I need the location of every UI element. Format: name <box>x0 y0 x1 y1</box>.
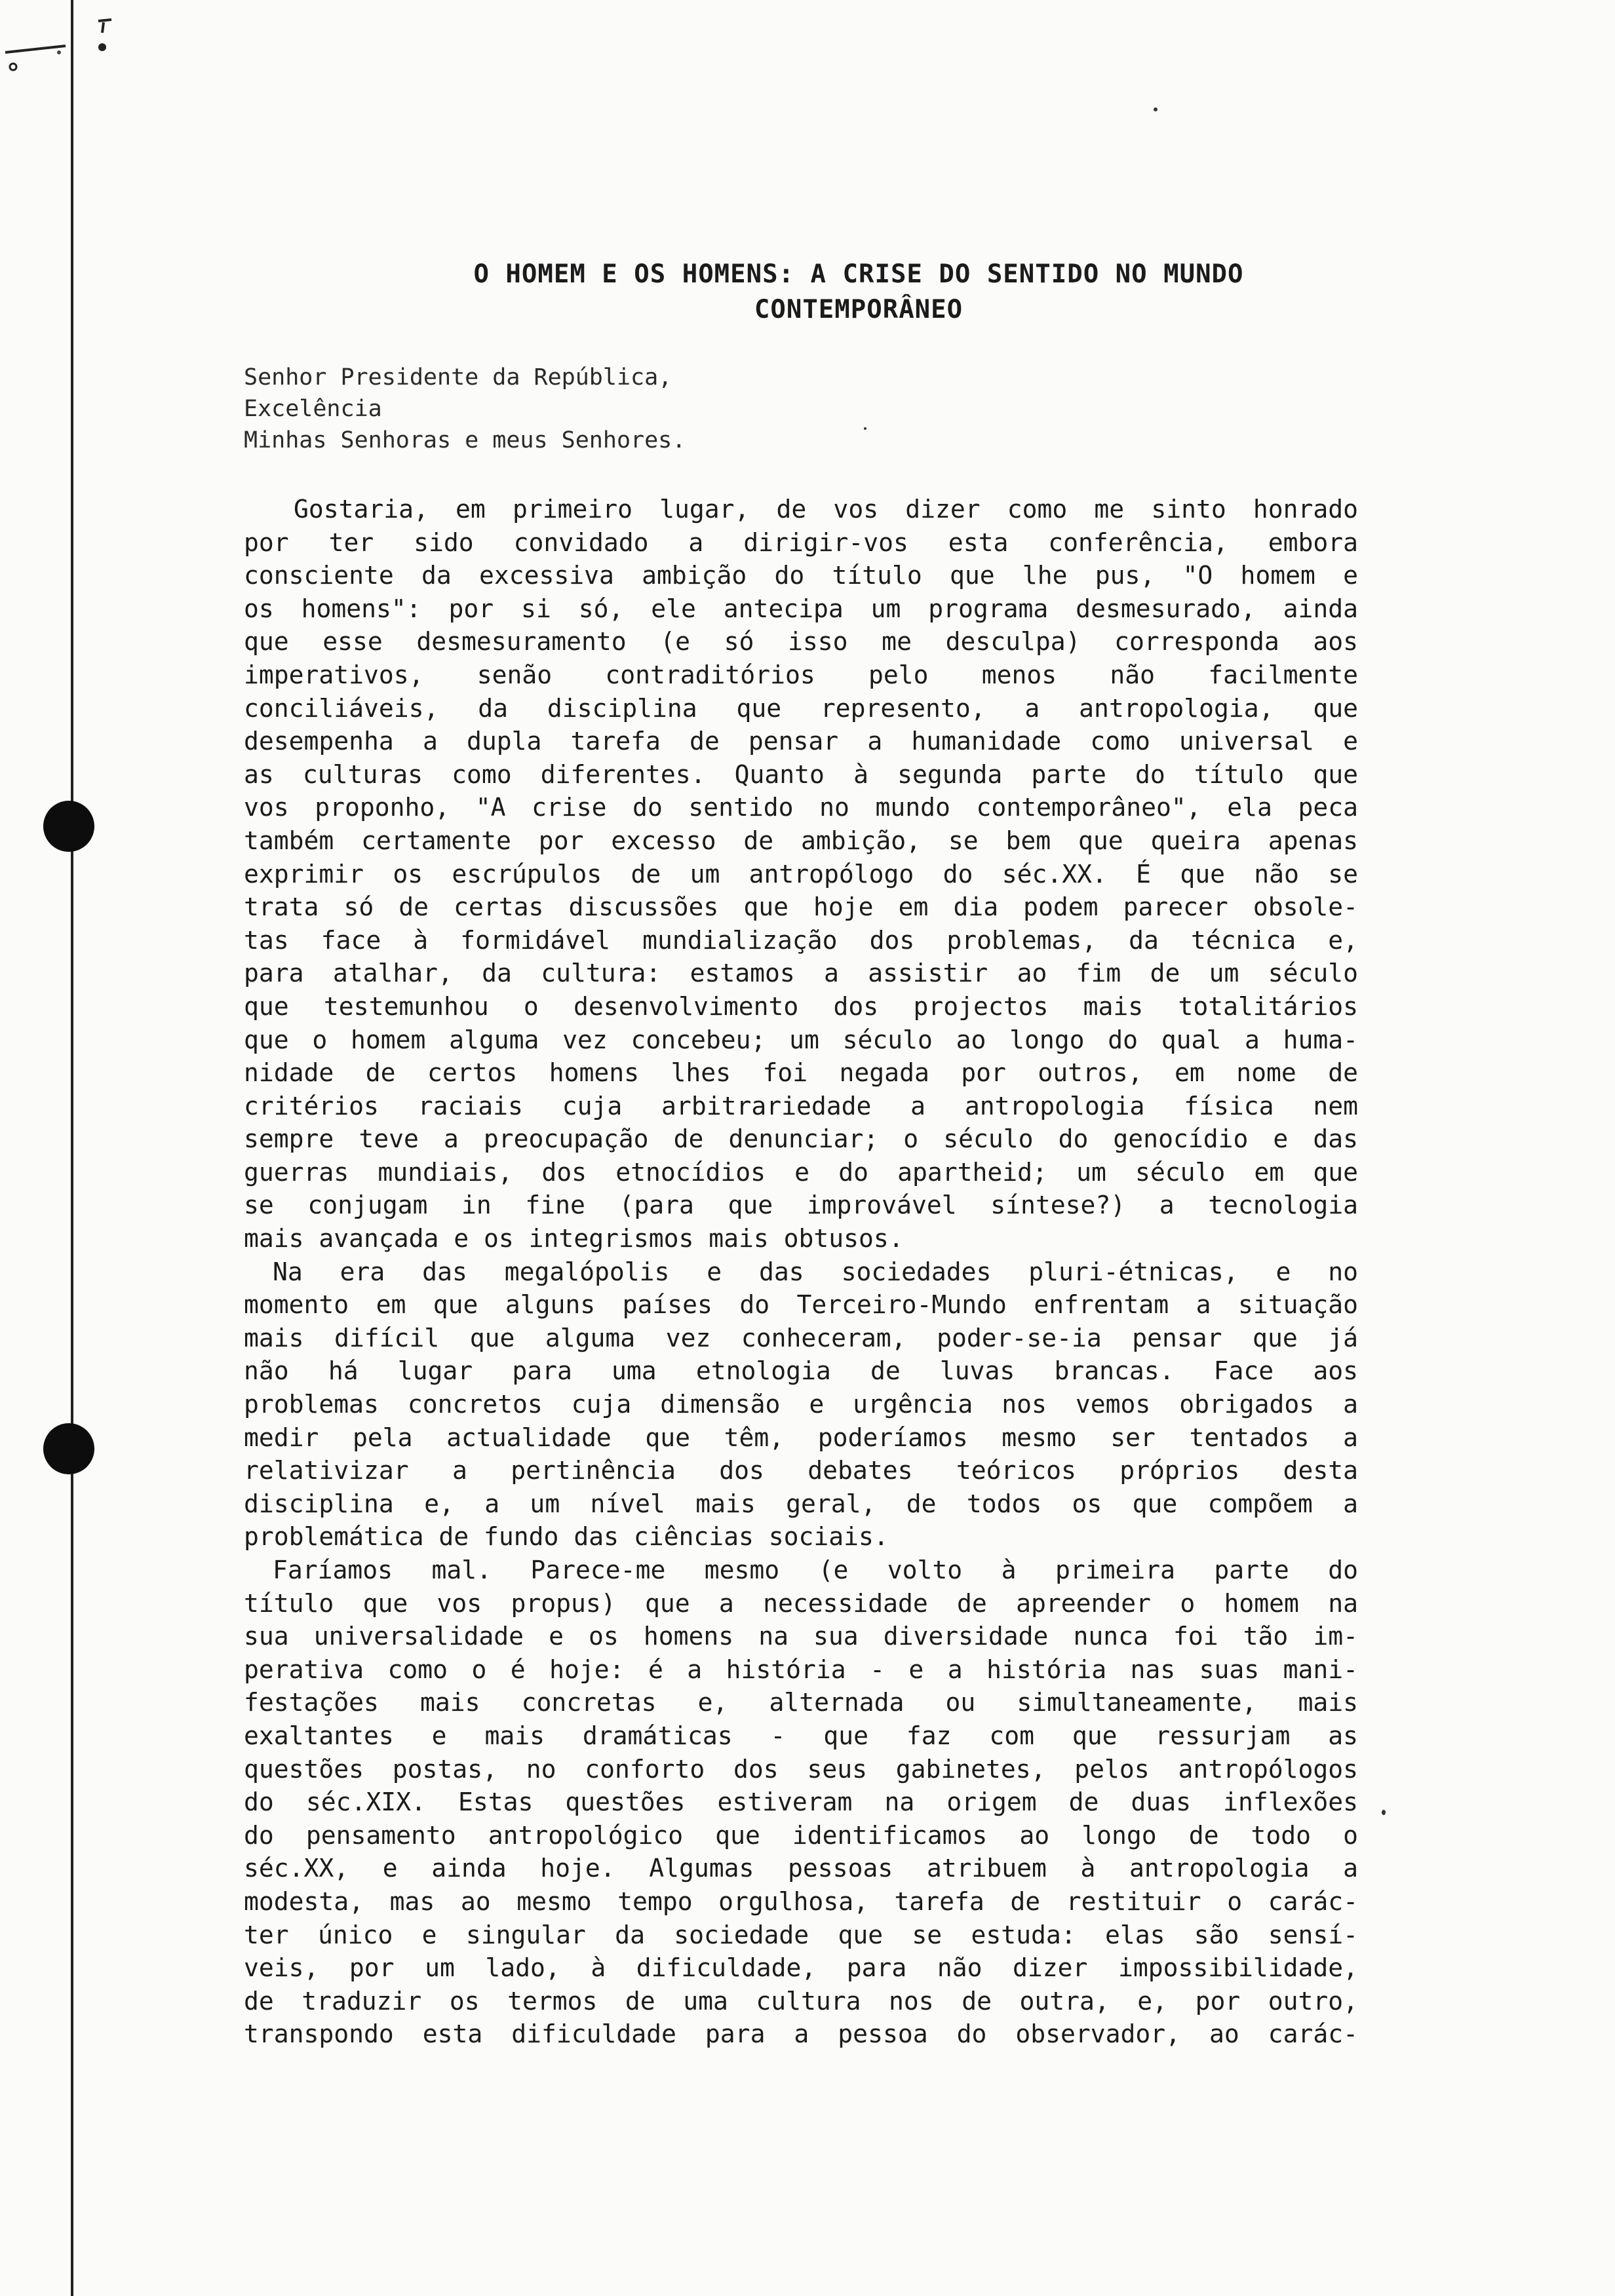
text-line: Faríamos mal. Parece-me mesmo (e volto à primeira parte do <box>273 1556 1358 1584</box>
text-line: veis, por um lado, à dificuldade, para não dizer impossibilidade, <box>244 1953 1358 1983</box>
text-line: trata só de certas discussões que hoje em dia podem parecer obsole- <box>244 892 1358 922</box>
speck <box>1382 1810 1386 1815</box>
text-line: mais avançada e os integrismos mais obtusos. <box>244 1224 904 1253</box>
text-line: exaltantes e mais dramáticas - que faz com que ressurjam as <box>244 1721 1358 1750</box>
text-line: consciente da excessiva ambição do título que lhe pus, "O homem e <box>244 561 1358 590</box>
text-line: os homens": por si só, ele antecipa um programa desmesurado, ainda <box>244 594 1358 623</box>
text-line: medir pela actualidade que têm, poderíamos mesmo ser tentados a <box>244 1423 1358 1452</box>
speck <box>864 427 866 430</box>
body-text <box>244 493 1358 2051</box>
text-line: disciplina e, a um nível mais geral, de todos os que compõem a <box>244 1489 1358 1518</box>
text-line: momento em que alguns países do Terceiro-Mundo enfrentam a situação <box>244 1290 1358 1320</box>
text-line: que o homem alguma vez concebeu; um século ao longo do qual a huma- <box>244 1025 1358 1054</box>
text-line: também certamente por excesso de ambição, se bem que queira apenas <box>244 826 1358 855</box>
text-line: critérios raciais cuja arbitrariedade a antropologia física nem <box>244 1091 1358 1120</box>
salutation-line: Excelência <box>244 396 382 422</box>
text-line: Gostaria, em primeiro lugar, de vos dizer como me sinto honrado <box>294 495 1358 524</box>
text-line: nidade de certos homens lhes foi negada por outros, em nome de <box>244 1058 1358 1088</box>
text-line: as culturas como diferentes. Quanto à segunda parte do título que <box>244 759 1358 789</box>
text-line: séc.XX, e ainda hoje. Algumas pessoas atribuem à antropologia a <box>244 1854 1358 1883</box>
text-line: sempre teve a preocupação de denunciar; o século do genocídio e das <box>244 1124 1358 1154</box>
text-line: desempenha a dupla tarefa de pensar a humanidade como universal e <box>244 727 1358 756</box>
text-line: modesta, mas ao mesmo tempo orgulhosa, tarefa de restituir o carác- <box>244 1886 1358 1916</box>
text-line: transpondo esta dificuldade para a pessoa do observador, ao carác- <box>244 2019 1358 2049</box>
salutation-line: Minhas Senhoras e meus Senhores. <box>244 427 686 453</box>
text-line: não há lugar para uma etnologia de luvas brancas. Face aos <box>244 1356 1358 1386</box>
text-line: se conjugam in fine (para que improvável síntese?) a tecnologia <box>244 1191 1358 1220</box>
text-line: que testemunhou o desenvolvimento dos projectos mais totalitários <box>244 991 1358 1021</box>
salutation-line: Senhor Presidente da República, <box>244 364 672 391</box>
text-line: por ter sido convidado a dirigir-vos esta conferência, embora <box>244 527 1358 557</box>
salutation <box>244 362 686 456</box>
text-line: vos proponho, "A crise do sentido no mundo contemporâneo", ela peca <box>244 793 1358 822</box>
document-title <box>236 257 1481 328</box>
punch-hole-top <box>43 801 94 852</box>
text-line: guerras mundiais, dos etnocídios e do apartheid; um século em que <box>244 1157 1358 1187</box>
text-line: que esse desmesuramento (e só isso me desculpa) corresponda aos <box>244 627 1358 657</box>
text-line: mais difícil que alguma vez conheceram, poder-se-ia pensar que já <box>244 1323 1358 1352</box>
corner-ink-marks <box>0 7 131 85</box>
text-line: tas face à formidável mundialização dos problemas, da técnica e, <box>244 925 1358 955</box>
text-line: do pensamento antropológico que identificamos ao longo de todo o <box>244 1820 1358 1850</box>
text-line: questões postas, no conforto dos seus gabinetes, pelos antropólogos <box>244 1754 1358 1784</box>
text-line: do séc.XIX. Estas questões estiveram na origem de duas inflexões <box>244 1788 1358 1817</box>
text-line: Na era das megalópolis e das sociedades pluri-étnicas, e no <box>273 1257 1358 1286</box>
text-line: para atalhar, da cultura: estamos a assistir ao fim de um século <box>244 959 1358 988</box>
text-line: festações mais concretas e, alternada ou simultaneamente, mais <box>244 1688 1358 1717</box>
punch-hole-bottom <box>43 1423 94 1474</box>
speck <box>1154 107 1158 111</box>
text-line: perativa como o é hoje: é a história - e a história nas suas mani- <box>244 1655 1358 1684</box>
text-line: problemas concretos cuja dimensão e urgência nos vemos obrigados a <box>244 1390 1358 1419</box>
text-line: problemática de fundo das ciências sociais. <box>244 1522 889 1552</box>
text-line: imperativos, senão contraditórios pelo menos não facilmente <box>244 660 1358 689</box>
text-line: sua universalidade e os homens na sua diversidade nunca foi tão im- <box>244 1622 1358 1651</box>
text-line: conciliáveis, da disciplina que represento, a antropologia, que <box>244 693 1358 723</box>
text-line: exprimir os escrúpulos de um antropólogo do séc.XX. É que não se <box>244 859 1358 889</box>
text-line: relativizar a pertinência dos debates teóricos próprios desta <box>244 1456 1358 1485</box>
text-line: título que vos propus) que a necessidade de apreender o homem na <box>244 1588 1358 1618</box>
title-line: O HOMEM E OS HOMENS: A CRISE DO SENTIDO NO MUNDO <box>473 259 1244 289</box>
text-line: ter único e singular da sociedade que se estuda: elas são sensí- <box>244 1920 1358 1949</box>
title-line: CONTEMPORÂNEO <box>754 295 963 324</box>
binding-edge-line <box>71 0 73 2296</box>
text-line: de traduzir os termos de uma cultura nos de outra, e, por outro, <box>244 1986 1358 2016</box>
